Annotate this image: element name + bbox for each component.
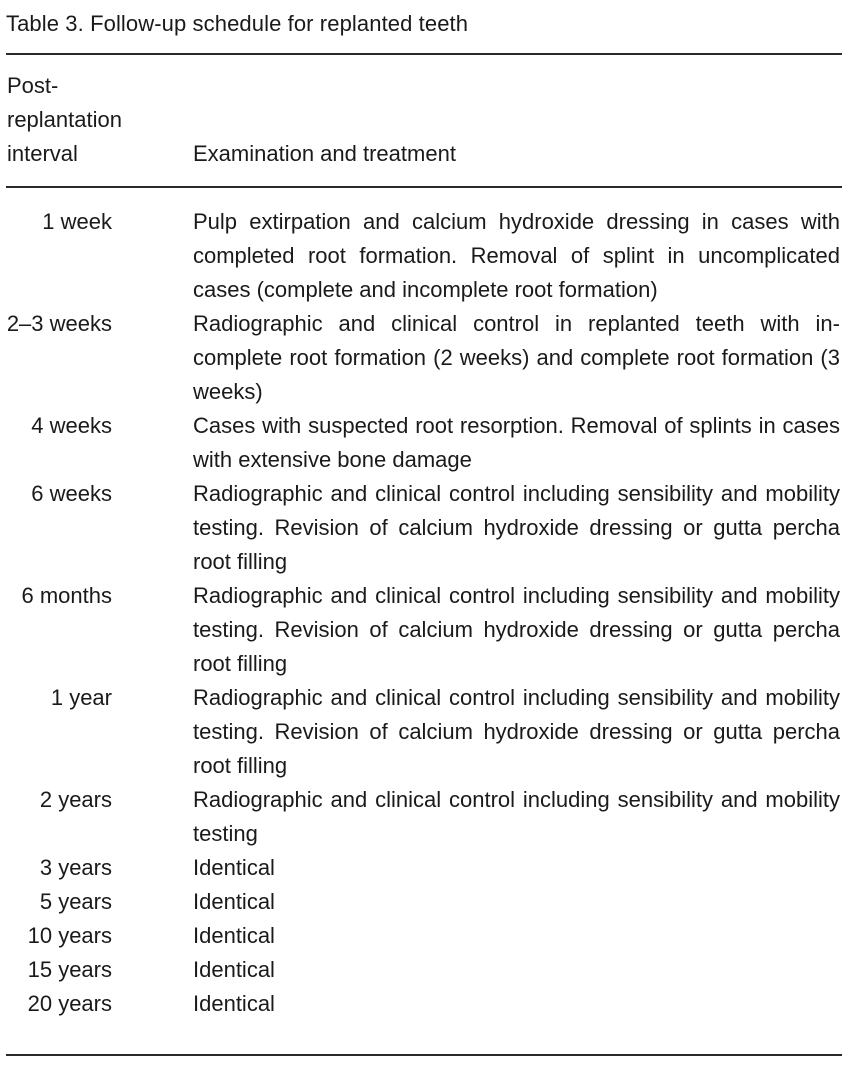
treatment-cell: Identical: [193, 855, 275, 880]
column-header-interval-line: Post-: [7, 73, 59, 98]
table-body: [0, 205, 854, 1021]
treatment-cell: Radiographic and clinical control including sensibility and mobility testing. Revision of calcium hydroxide dressing or gutta percha root filling: [193, 481, 840, 574]
treatment-cell: Radiographic and clinical control including sensibility and mobility testing. Revision of calcium hydroxide dressing or gutta percha root filling: [193, 583, 840, 676]
table-row: [0, 987, 854, 1021]
table-row: [0, 953, 854, 987]
table-row: [0, 205, 854, 307]
interval-cell: 20 years: [27, 991, 112, 1016]
table-row: [0, 919, 854, 953]
treatment-cell: Identical: [193, 991, 275, 1016]
interval-cell: 1 week: [42, 209, 112, 234]
column-header-interval-line: interval: [7, 141, 78, 166]
interval-cell: 6 weeks: [31, 481, 112, 506]
interval-cell: 15 years: [27, 957, 112, 982]
column-header-examination: Examination and treatment: [193, 141, 456, 166]
treatment-cell: Identical: [193, 957, 275, 982]
treatment-cell: Pulp extirpation and calcium hydroxide dressing in cases with completed root formation. Removal of splint in uncomplicated cases (complete and incomplete root formation): [193, 209, 840, 302]
interval-cell: 2 years: [39, 787, 112, 812]
table-row: [0, 851, 854, 885]
treatment-cell: Identical: [193, 889, 275, 914]
table-top-rule: [6, 53, 842, 55]
interval-cell: 6 months: [21, 583, 112, 608]
table-row: [0, 681, 854, 783]
interval-cell: 10 years: [27, 923, 112, 948]
table-row: [0, 409, 854, 477]
table-bottom-rule: [6, 1054, 842, 1056]
treatment-cell: Radiographic and clinical control including sensibility and mobility testing: [193, 787, 840, 846]
table-row: [0, 783, 854, 851]
table-row: [0, 579, 854, 681]
treatment-cell: Cases with suspected root resorption. Removal of splints in cases with extensive bone damage: [193, 413, 840, 472]
treatment-cell: Radiographic and clinical control including sensibility and mobility testing. Revision of calcium hydroxide dressing or gutta percha root filling: [193, 685, 840, 778]
column-header-interval: [7, 69, 177, 171]
table-row: [0, 477, 854, 579]
header-separator-rule: [6, 186, 842, 188]
column-header-interval-line: replantation: [7, 107, 122, 132]
treatment-cell: Radiographic and clinical control in replanted teeth with incomplete root formation (2 weeks) and complete root formation (3 weeks): [193, 311, 840, 404]
interval-cell: 1 year: [50, 685, 112, 710]
table-row: [0, 307, 854, 409]
interval-cell: 3 years: [39, 855, 112, 880]
interval-cell: 4 weeks: [31, 413, 112, 438]
table-row: [0, 885, 854, 919]
treatment-cell: Identical: [193, 923, 275, 948]
interval-cell: 2–3 weeks: [6, 311, 112, 336]
interval-cell: 5 years: [39, 889, 112, 914]
table-caption: Table 3. Follow-up schedule for replanted teeth: [6, 11, 469, 36]
